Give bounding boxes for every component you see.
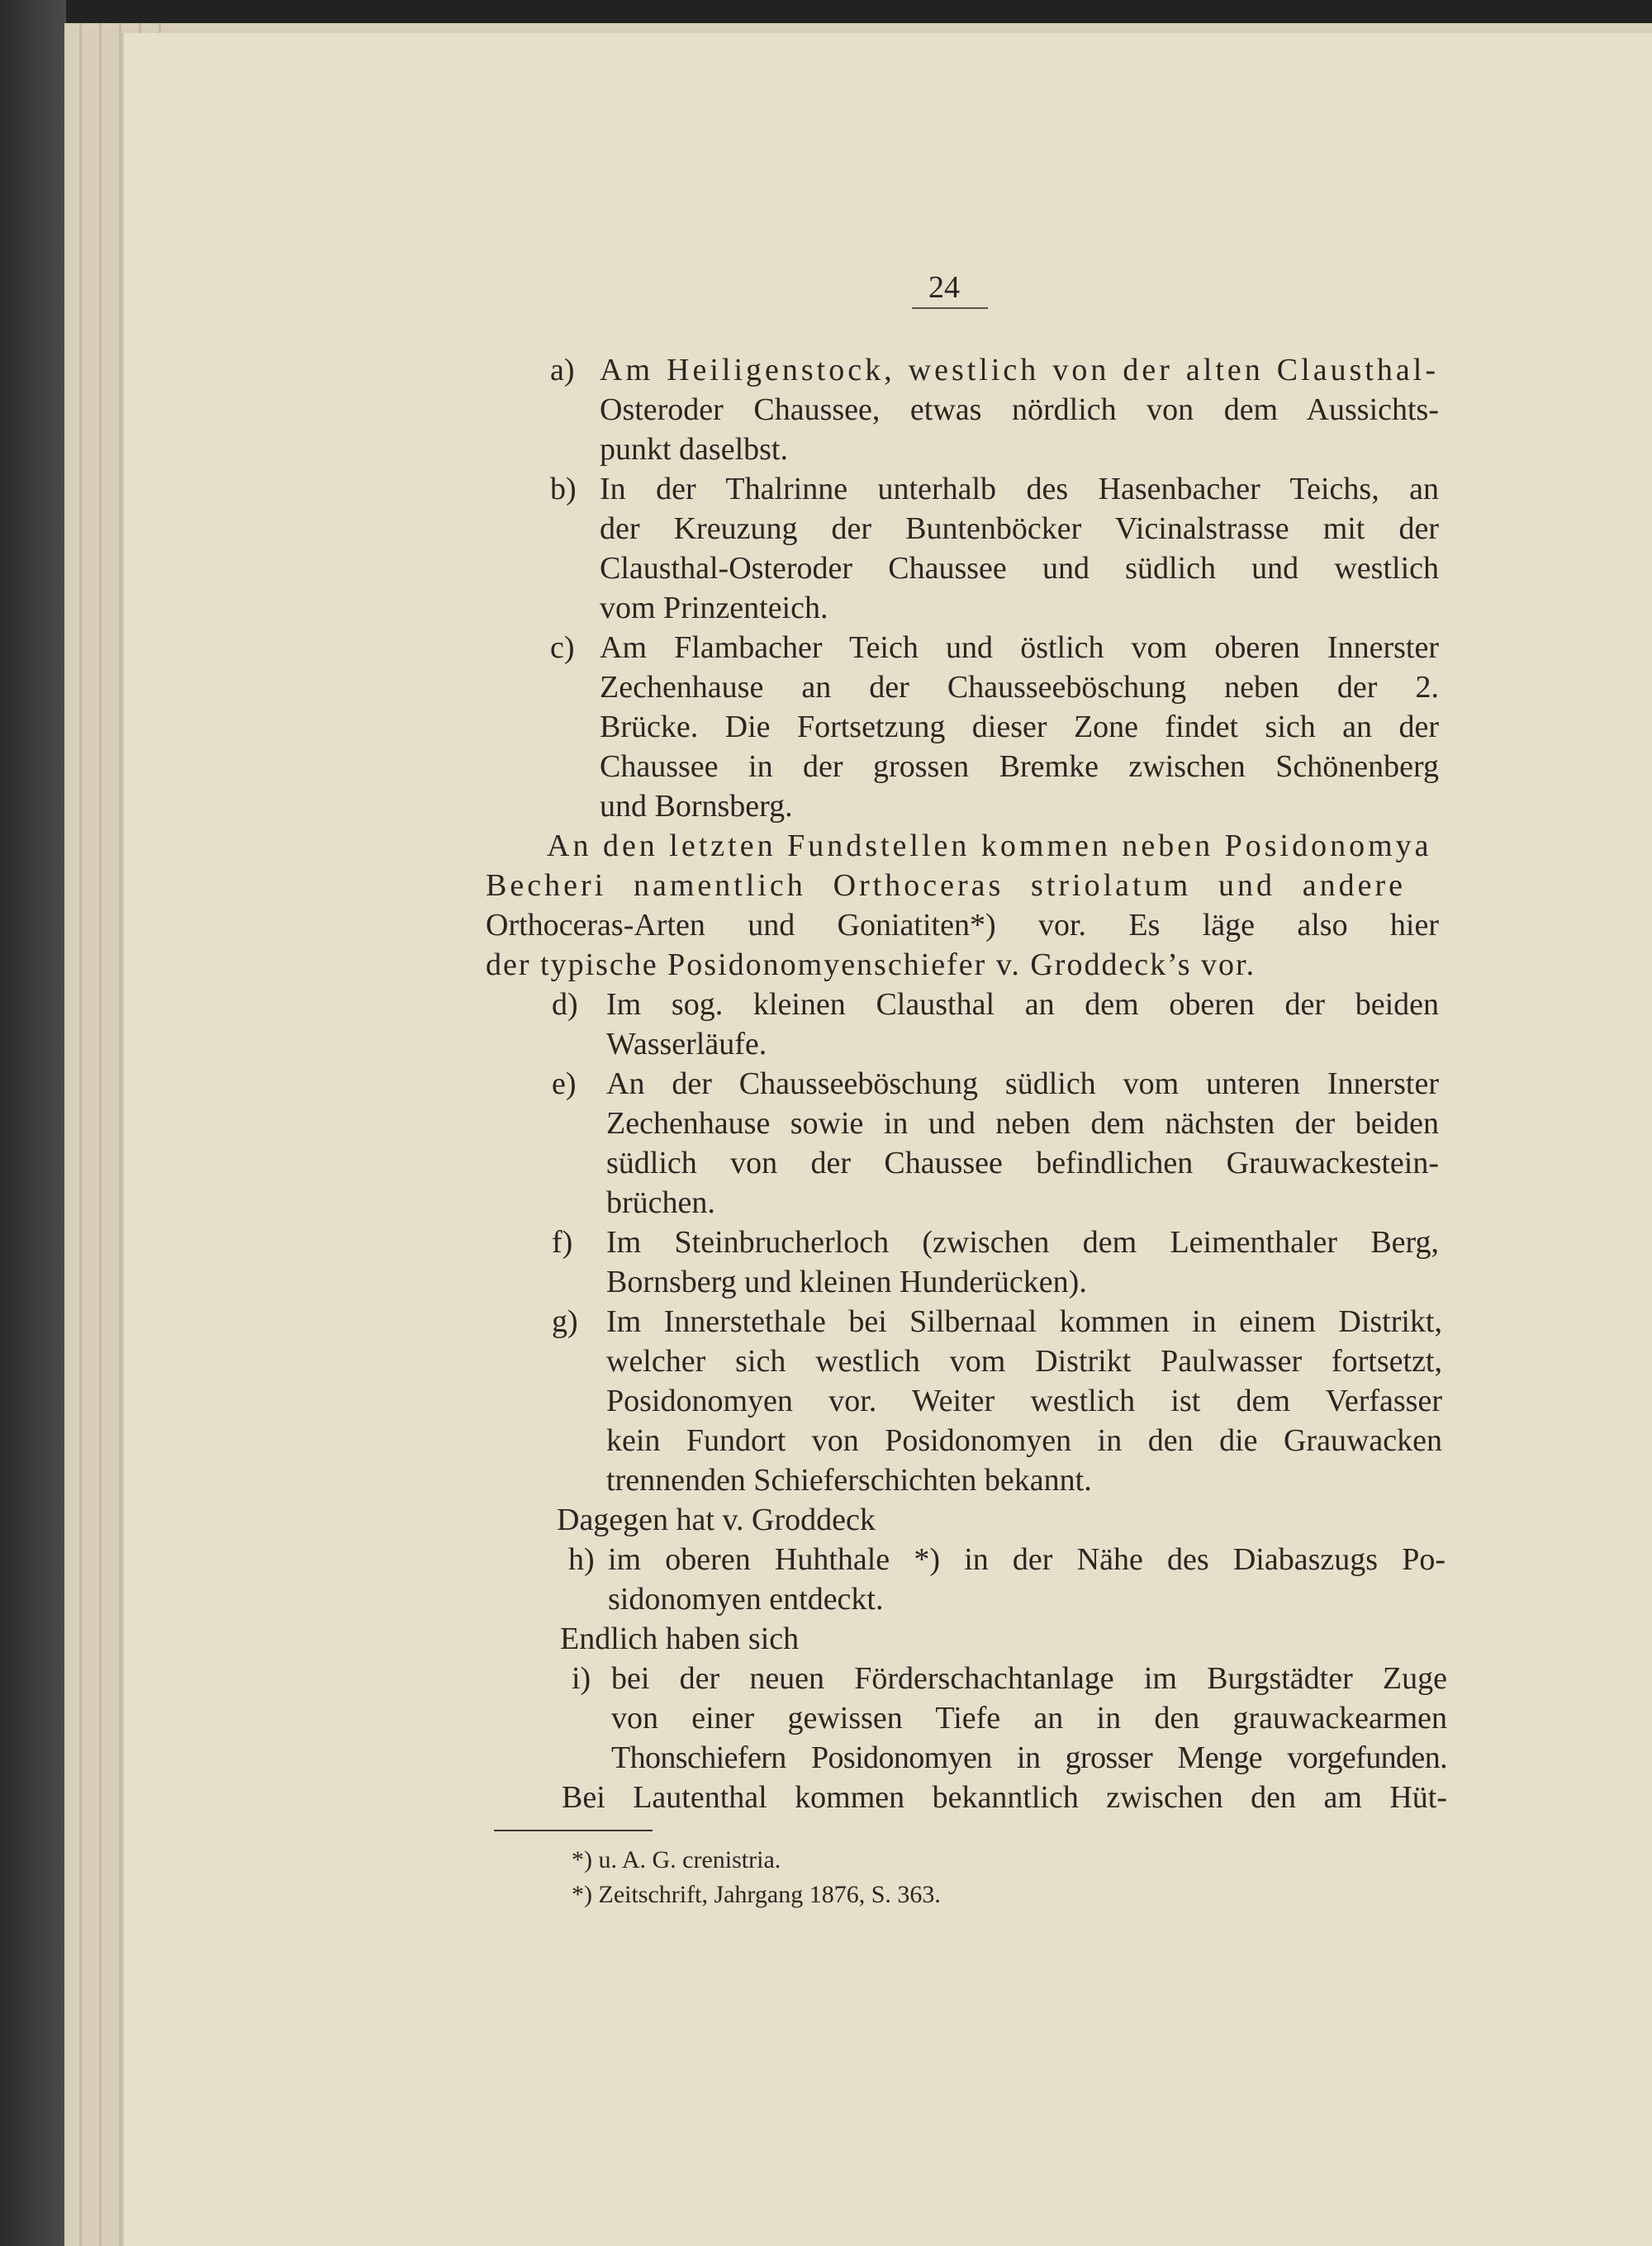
- text-line: Im Steinbrucherloch (zwischen dem Leimenthaler Berg,: [606, 1225, 1439, 1260]
- text-line: Zechenhause an der Chausseeböschung neben der 2.: [600, 670, 1439, 705]
- item-label: f): [552, 1225, 573, 1260]
- text-line: Thonschiefern Posidonomyen in grosser Menge vorgefunden.: [611, 1740, 1447, 1775]
- book-spine: [0, 0, 66, 2246]
- text-line: Chaussee in der grossen Bremke zwischen Schönenberg: [600, 749, 1439, 784]
- text-line: brüchen.: [606, 1185, 715, 1220]
- text-line: In der Thalrinne unterhalb des Hasenbacher Teichs, an: [600, 472, 1439, 506]
- item-label: b): [550, 472, 577, 506]
- text-line: Am Heiligenstock, westlich von der alten Clausthal-: [600, 353, 1439, 387]
- text-line: Im Innerstethale bei Silbernaal kommen in einem Distrikt,: [606, 1304, 1442, 1339]
- text-line: der Kreuzung der Buntenböcker Vicinalstrasse mit der: [600, 511, 1439, 546]
- text-line: Am Flambacher Teich und östlich vom oberen Innerster: [600, 630, 1439, 665]
- item-label: g): [552, 1304, 578, 1339]
- text-line: Zechenhause sowie in und neben dem nächsten der beiden: [606, 1106, 1439, 1141]
- page-number: 24: [928, 270, 960, 305]
- footnote-rule: [494, 1830, 653, 1831]
- footnote: *) Zeitschrift, Jahrgang 1876, S. 363.: [572, 1881, 941, 1908]
- text-line: Brücke. Die Fortsetzung dieser Zone findet sich an der: [600, 710, 1439, 744]
- text-line: Bei Lautenthal kommen bekanntlich zwischen den am Hüt-: [562, 1780, 1447, 1815]
- page-number-rule: [912, 307, 988, 309]
- item-label: c): [550, 630, 575, 665]
- page-edge: [79, 23, 82, 2246]
- text-line: welcher sich westlich vom Distrikt Paulwasser fortsetzt,: [606, 1344, 1442, 1379]
- text-line: Osteroder Chaussee, etwas nördlich von dem Aussichts-: [600, 392, 1439, 427]
- scan-border: [66, 0, 1652, 23]
- text-line: der typische Posidonomyenschiefer v. Groddeck’s vor.: [486, 947, 1256, 982]
- text-line: Im sog. kleinen Clausthal an dem oberen der beiden: [606, 987, 1439, 1022]
- item-label: h): [568, 1542, 595, 1577]
- text-line: An den letzten Fundstellen kommen neben Posidonomya: [547, 829, 1432, 863]
- text-line: südlich von der Chaussee befindlichen Grauwackestein-: [606, 1146, 1439, 1180]
- text-line: bei der neuen Förderschachtanlage im Burgstädter Zuge: [611, 1661, 1447, 1696]
- text-line: kein Fundort von Posidonomyen in den die Grauwacken: [606, 1423, 1442, 1458]
- text-line: Endlich haben sich: [560, 1622, 800, 1656]
- text-line: trennenden Schieferschichten bekannt.: [606, 1463, 1092, 1498]
- text-line: von einer gewissen Tiefe an in den grauwackearmen: [611, 1701, 1447, 1736]
- text-line: im oberen Huhthale *) in der Nähe des Diabaszugs Po-: [608, 1542, 1446, 1577]
- item-label: a): [550, 353, 575, 387]
- text-line: sidonomyen entdeckt.: [608, 1582, 884, 1617]
- text-line: Clausthal-Osteroder Chaussee und südlich und westlich: [600, 551, 1439, 586]
- item-label: e): [552, 1066, 577, 1101]
- text-line: Orthoceras-Arten und Goniatiten*) vor. Es läge also hier: [486, 908, 1439, 943]
- text-line: Wasserläufe.: [606, 1027, 767, 1061]
- text-line: Becheri namentlich Orthoceras striolatum und andere: [486, 868, 1406, 903]
- page-edge: [119, 23, 121, 2246]
- text-line: Posidonomyen vor. Weiter westlich ist dem Verfasser: [606, 1384, 1442, 1418]
- item-label: d): [552, 987, 578, 1022]
- text-line: vom Prinzenteich.: [600, 591, 828, 625]
- text-line: Bornsberg und kleinen Hunderücken).: [606, 1265, 1087, 1299]
- text-line: und Bornsberg.: [600, 789, 793, 824]
- item-label: i): [572, 1661, 591, 1696]
- text-line: An der Chausseeböschung südlich vom unteren Innerster: [606, 1066, 1439, 1101]
- footnote: *) u. A. G. crenistria.: [572, 1846, 781, 1873]
- page-edge: [99, 23, 102, 2246]
- text-line: Dagegen hat v. Groddeck: [557, 1503, 876, 1537]
- text-line: punkt daselbst.: [600, 432, 788, 467]
